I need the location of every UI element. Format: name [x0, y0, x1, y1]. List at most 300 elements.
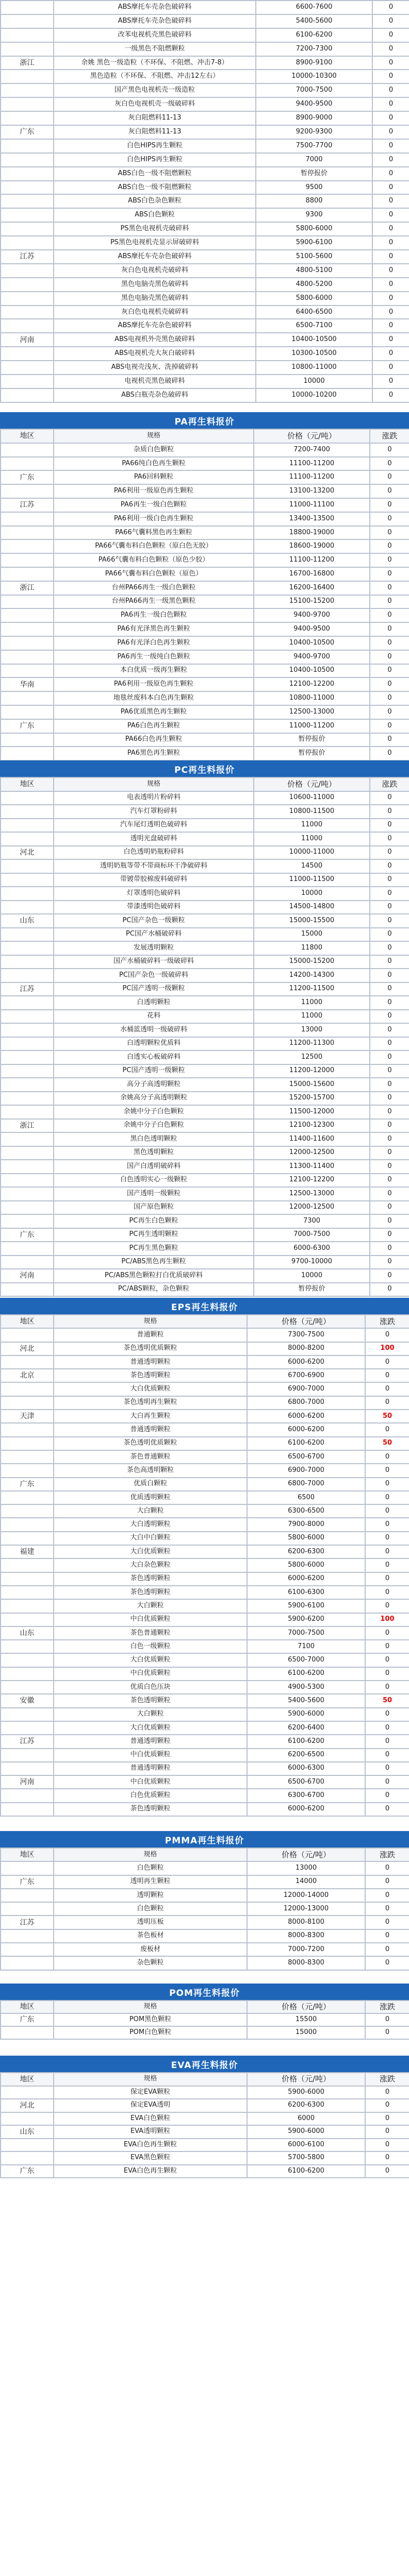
- table-row: [1, 2139, 409, 2152]
- change-cell: 0: [365, 2139, 409, 2152]
- spec-cell: 水桶蓝透明一级破碎料: [54, 1023, 254, 1037]
- region-cell: 江苏: [1, 498, 54, 512]
- region-cell: 河北: [1, 1342, 54, 1355]
- region-cell: [1, 139, 54, 153]
- table-row: [1, 1119, 409, 1133]
- change-cell: 0: [370, 622, 409, 636]
- region-cell: 江苏: [1, 1916, 54, 1929]
- change-cell: 100: [365, 1613, 409, 1626]
- change-cell: 0: [365, 1532, 409, 1545]
- price-cell: 6000-6300: [247, 1762, 365, 1775]
- table-row: [1, 1532, 409, 1545]
- region-cell: 广东: [1, 470, 54, 484]
- spec-cell: PA6优质黑色再生颗粒: [54, 705, 254, 719]
- price-cell: 6100-6200: [247, 1735, 365, 1748]
- table-row: [1, 70, 409, 83]
- change-cell: 0: [365, 1803, 409, 1816]
- region-cell: 河南: [1, 333, 54, 347]
- change-cell: 0: [365, 1721, 409, 1735]
- change-cell: 0: [372, 388, 409, 402]
- price-cell: 11200-11300: [254, 1037, 370, 1051]
- region-cell: [1, 1721, 54, 1735]
- region-cell: [1, 111, 54, 125]
- change-cell: 0: [370, 470, 409, 484]
- price-cell: 9400-9700: [254, 650, 370, 664]
- price-cell: 5400-5600: [247, 1694, 365, 1707]
- price-cell: 5900-6100: [256, 236, 372, 250]
- table-row: [1, 1613, 409, 1626]
- region-cell: [1, 222, 54, 236]
- region-cell: [1, 2086, 54, 2099]
- change-cell: 0: [372, 56, 409, 70]
- region-cell: [1, 1064, 54, 1078]
- region-cell: 山东: [1, 914, 54, 928]
- spec-cell: 白透明颗粒: [54, 996, 254, 1010]
- region-cell: [1, 1464, 54, 1477]
- spec-cell: 大白透明颗粒: [54, 1518, 247, 1531]
- change-cell: 0: [365, 2099, 409, 2112]
- price-cell: 9700-10000: [254, 1256, 370, 1269]
- table-row: [1, 1010, 409, 1024]
- price-cell: 11100-11200: [254, 470, 370, 484]
- region-cell: [1, 1667, 54, 1681]
- change-cell: 0: [370, 982, 409, 996]
- change-cell: 0: [372, 208, 409, 222]
- region-cell: [1, 1187, 54, 1201]
- change-cell: 0: [372, 361, 409, 375]
- table-row: [1, 153, 409, 167]
- table-row: [1, 705, 409, 719]
- table-row: [1, 1626, 409, 1640]
- region-cell: [1, 361, 54, 375]
- change-cell: 0: [365, 1902, 409, 1916]
- change-cell: 0: [370, 705, 409, 719]
- spec-cell: ABS白色杂色颗粒: [54, 194, 256, 208]
- price-cell: 6100-6200: [247, 1437, 365, 1450]
- change-cell: 0: [372, 306, 409, 319]
- price-cell: 11000: [254, 832, 370, 846]
- price-cell: 12100-12300: [254, 1119, 370, 1133]
- price-table: [0, 1314, 409, 1817]
- table-row: [1, 1721, 409, 1735]
- price-cell: 6600-7600: [256, 1, 372, 14]
- spec-cell: 废板材: [54, 1943, 247, 1956]
- change-cell: 0: [365, 1749, 409, 1762]
- table-row: [1, 608, 409, 622]
- header-change-cell: 涨跌: [365, 1315, 409, 1328]
- spec-cell: PA6有光泽白色再生颗粒: [54, 636, 254, 650]
- table-row: [1, 1640, 409, 1653]
- price-cell: 10300-10500: [256, 347, 372, 361]
- change-cell: 0: [370, 1242, 409, 1256]
- spec-cell: 余姚中分子白色颗粒: [54, 1105, 254, 1119]
- price-cell: 15100-15200: [254, 595, 370, 609]
- spec-cell: 茶色透明颗粒: [54, 1572, 247, 1586]
- change-cell: 0: [370, 608, 409, 622]
- price-cell: 15000: [247, 2026, 365, 2039]
- region-cell: 华南: [1, 677, 54, 691]
- table-row: [1, 1572, 409, 1586]
- spec-cell: PA66气囊布料白色颗粒（原白色无胶）: [54, 539, 254, 553]
- table-row: [1, 2013, 409, 2026]
- change-cell: 0: [365, 1328, 409, 1342]
- change-cell: 0: [370, 595, 409, 609]
- price-cell: 7200-7400: [254, 443, 370, 457]
- table-row: [1, 1146, 409, 1160]
- region-cell: [1, 539, 54, 553]
- change-cell: 0: [365, 1558, 409, 1572]
- table-row: [1, 1667, 409, 1681]
- table-row: [1, 1464, 409, 1477]
- spec-cell: ABS白瓶壳杂色破碎料: [54, 388, 256, 402]
- price-cell: 6200-6400: [247, 1721, 365, 1735]
- change-cell: 0: [370, 805, 409, 819]
- spec-cell: 茶色高透明颗粒: [54, 1464, 247, 1477]
- spec-cell: 透明光盘破碎料: [54, 832, 254, 846]
- change-cell: 0: [370, 484, 409, 498]
- spec-cell: 大白优质颗粒: [54, 1653, 247, 1667]
- table-row: [1, 1423, 409, 1436]
- price-cell: 7900-8000: [247, 1518, 365, 1531]
- change-cell: 0: [365, 1382, 409, 1396]
- region-cell: [1, 928, 54, 942]
- region-cell: [1, 1023, 54, 1037]
- price-cell: 12000-14000: [247, 1889, 365, 1902]
- change-cell: 0: [372, 125, 409, 139]
- change-cell: 50: [365, 1694, 409, 1707]
- table-row: [1, 1504, 409, 1518]
- table-row: [1, 83, 409, 97]
- table-row: [1, 250, 409, 264]
- change-cell: 0: [370, 1160, 409, 1174]
- price-table: [0, 429, 409, 761]
- table-row: [1, 278, 409, 292]
- change-cell: 0: [370, 955, 409, 969]
- price-cell: 5800-6000: [256, 222, 372, 236]
- table-row: [1, 2125, 409, 2139]
- change-cell: 0: [370, 928, 409, 942]
- price-cell: 6000-6200: [247, 1355, 365, 1369]
- price-cell: 6200-6300: [247, 2099, 365, 2112]
- spec-cell: ABS白色颗粒: [54, 208, 256, 222]
- spec-cell: 保定EVA颗粒: [54, 2086, 247, 2099]
- header-region-cell: 地区: [1, 1315, 54, 1328]
- header-region-cell: 地区: [1, 1848, 54, 1861]
- spec-cell: 普通透明颗粒: [54, 1423, 247, 1436]
- region-cell: [1, 553, 54, 567]
- table-row: [1, 56, 409, 70]
- change-cell: 0: [365, 1572, 409, 1586]
- change-cell: 0: [365, 1450, 409, 1464]
- header-region-cell: 地区: [1, 777, 54, 791]
- change-cell: 0: [372, 153, 409, 167]
- spec-cell: 透明再生颗粒: [54, 1875, 247, 1889]
- change-cell: 0: [365, 1775, 409, 1789]
- spec-cell: 杂质白色颗粒: [54, 443, 254, 457]
- price-cell: 11000-11100: [254, 498, 370, 512]
- region-cell: [1, 1396, 54, 1410]
- spec-cell: PC再生透明颗粒: [54, 1228, 254, 1242]
- spec-cell: 优质白色压块: [54, 1681, 247, 1694]
- spec-cell: 电视机壳黑色破碎料: [54, 375, 256, 388]
- change-cell: 0: [365, 1504, 409, 1518]
- change-cell: 0: [370, 719, 409, 733]
- price-cell: 6000-6200: [247, 1410, 365, 1423]
- spec-cell: 黑色电脑壳黑色破碎料: [54, 278, 256, 292]
- spec-cell: 茶色普通颗粒: [54, 1450, 247, 1464]
- price-cell: 6300-6500: [247, 1504, 365, 1518]
- region-cell: [1, 595, 54, 609]
- price-cell: 10400-10500: [254, 636, 370, 650]
- change-cell: 0: [372, 28, 409, 42]
- header-spec-cell: 规格: [54, 429, 254, 443]
- price-cell: 6900-7000: [247, 1382, 365, 1396]
- spec-cell: 保定EVA透明: [54, 2099, 247, 2112]
- price-cell: 6200-6500: [247, 1749, 365, 1762]
- spec-cell: 国产透明一级颗粒: [54, 1187, 254, 1201]
- region-cell: 浙江: [1, 1119, 54, 1133]
- spec-cell: 大白优质颗粒: [54, 1382, 247, 1396]
- price-cell: 8900-9000: [256, 111, 372, 125]
- price-cell: 12500-13000: [254, 1187, 370, 1201]
- region-cell: [1, 1572, 54, 1586]
- spec-cell: 白色HIPS再生颗粒: [54, 153, 256, 167]
- price-cell: 6500: [247, 1491, 365, 1504]
- change-cell: 0: [365, 1640, 409, 1653]
- header-change-cell: 涨跌: [365, 1848, 409, 1861]
- region-cell: [1, 457, 54, 471]
- region-cell: [1, 319, 54, 333]
- table-row: [1, 2151, 409, 2165]
- spec-cell: 带漆透明色破碎料: [54, 901, 254, 914]
- table-row: [1, 181, 409, 195]
- table-row: [1, 1902, 409, 1916]
- region-cell: [1, 2112, 54, 2126]
- table-row: [1, 388, 409, 402]
- table-row: [1, 1160, 409, 1174]
- region-cell: [1, 1450, 54, 1464]
- change-cell: 0: [370, 512, 409, 526]
- table-row: [1, 443, 409, 457]
- region-cell: [1, 1437, 54, 1450]
- table-row: [1, 1586, 409, 1599]
- region-cell: [1, 194, 54, 208]
- spec-cell: PC国产杂色一级颗粒: [54, 914, 254, 928]
- price-cell: 7000: [256, 153, 372, 167]
- change-cell: 0: [372, 42, 409, 56]
- change-cell: 0: [365, 1956, 409, 1970]
- spec-cell: 改苯电视机壳黑色破碎料: [54, 28, 256, 42]
- table-row: [1, 622, 409, 636]
- change-cell: 0: [372, 97, 409, 111]
- region-cell: [1, 278, 54, 292]
- change-cell: 0: [370, 1119, 409, 1133]
- header-spec-cell: 规格: [54, 777, 254, 791]
- change-cell: 0: [372, 278, 409, 292]
- spec-cell: 优质透明颗粒: [54, 1491, 247, 1504]
- change-cell: 0: [370, 747, 409, 760]
- change-cell: 0: [370, 791, 409, 805]
- table-row: [1, 581, 409, 595]
- price-cell: 13400-13500: [254, 512, 370, 526]
- price-cell: 10000-10300: [256, 70, 372, 83]
- price-cell: 10800-11000: [256, 361, 372, 375]
- spec-cell: 中白优质颗粒: [54, 1613, 247, 1626]
- change-cell: 0: [372, 70, 409, 83]
- table-row: [1, 1478, 409, 1491]
- spec-cell: 白透实心板破碎料: [54, 1050, 254, 1064]
- price-cell: 5900-6200: [247, 1613, 365, 1626]
- spec-cell: 灰白阻燃料11-13: [54, 125, 256, 139]
- spec-cell: 优质白颗粒: [54, 1478, 247, 1491]
- header-spec-cell: 规格: [54, 1848, 247, 1861]
- price-cell: 5400-5600: [256, 14, 372, 28]
- price-cell: 10000-11000: [254, 846, 370, 860]
- table-row: [1, 1681, 409, 1694]
- price-cell: 14200-14300: [254, 969, 370, 982]
- table-row: [1, 791, 409, 805]
- table-row: [1, 1078, 409, 1092]
- header-region-cell: 地区: [1, 2001, 54, 2013]
- spec-cell: PC国产水桶破碎料: [54, 928, 254, 942]
- table-row: [1, 512, 409, 526]
- table-row: [1, 1889, 409, 1902]
- spec-cell: 大白颗粒: [54, 1708, 247, 1721]
- spec-cell: PA6黑色再生颗粒: [54, 747, 254, 760]
- price-cell: 11500-12000: [254, 1105, 370, 1119]
- header-region-cell: 地区: [1, 2073, 54, 2086]
- table-row: [1, 125, 409, 139]
- table-row: [1, 539, 409, 553]
- region-cell: [1, 443, 54, 457]
- price-cell: 6500-6700: [247, 1450, 365, 1464]
- table-row: [1, 567, 409, 581]
- change-cell: 0: [370, 873, 409, 887]
- spec-cell: 发展透明颗粒: [54, 941, 254, 955]
- change-cell: 0: [370, 859, 409, 873]
- price-cell: 9200-9300: [256, 125, 372, 139]
- price-cell: 12000-12500: [254, 1201, 370, 1215]
- region-cell: [1, 691, 54, 705]
- region-cell: 河北: [1, 846, 54, 860]
- spec-cell: PA6回料颗粒: [54, 470, 254, 484]
- table-row: [1, 457, 409, 471]
- table-row: [1, 1050, 409, 1064]
- change-cell: 0: [365, 1478, 409, 1491]
- header-spec-cell: 规格: [54, 1315, 247, 1328]
- table-row: [1, 2112, 409, 2126]
- table-header-row: [1, 1315, 409, 1328]
- price-cell: 6000: [247, 2112, 365, 2126]
- table-row: [1, 264, 409, 278]
- region-cell: 广东: [1, 1875, 54, 1889]
- region-cell: [1, 1214, 54, 1228]
- table-row: [1, 375, 409, 388]
- spec-cell: PS黑色电视机壳破碎料: [54, 222, 256, 236]
- price-cell: 11200-11500: [254, 982, 370, 996]
- region-cell: [1, 1518, 54, 1531]
- spec-cell: EVA白色再生颗粒: [54, 2165, 247, 2178]
- spec-cell: PA6再生一级纯白色颗粒: [54, 650, 254, 664]
- region-cell: [1, 1037, 54, 1051]
- price-cell: 12500: [254, 1050, 370, 1064]
- region-cell: [1, 1902, 54, 1916]
- spec-cell: 茶色普通颗粒: [54, 1626, 247, 1640]
- price-cell: 10000: [254, 1269, 370, 1283]
- change-cell: 0: [370, 1092, 409, 1106]
- spec-cell: ABS电视壳浅灰、洗掉破碎料: [54, 361, 256, 375]
- change-cell: 0: [365, 2013, 409, 2026]
- spec-cell: PA6利用一级原色再生颗粒: [54, 484, 254, 498]
- table-row: [1, 208, 409, 222]
- region-cell: [1, 1558, 54, 1572]
- table-row: [1, 111, 409, 125]
- region-cell: [1, 1861, 54, 1875]
- table-row: [1, 1518, 409, 1531]
- change-cell: 0: [365, 2112, 409, 2126]
- table-row: [1, 595, 409, 609]
- region-cell: [1, 1010, 54, 1024]
- spec-cell: PC国产杂色一级破碎料: [54, 969, 254, 982]
- price-cell: 9400-9500: [256, 97, 372, 111]
- price-cell: 11100-11200: [254, 553, 370, 567]
- price-cell: 7200-7300: [256, 42, 372, 56]
- table-row: [1, 1228, 409, 1242]
- spec-cell: PC/ABS黑色颗粒打白优质破碎料: [54, 1269, 254, 1283]
- region-cell: 江苏: [1, 250, 54, 264]
- price-cell: 7100: [247, 1640, 365, 1653]
- spec-cell: PA6利用一级白色再生颗粒: [54, 512, 254, 526]
- table-row: [1, 1653, 409, 1667]
- change-cell: 0: [372, 194, 409, 208]
- spec-cell: ABS摩托车壳杂色破碎料: [54, 250, 256, 264]
- table-row: [1, 1064, 409, 1078]
- table-row: [1, 859, 409, 873]
- change-cell: 0: [370, 914, 409, 928]
- price-cell: 6100-6200: [256, 28, 372, 42]
- region-cell: 广东: [1, 1478, 54, 1491]
- table-header-row: [1, 777, 409, 791]
- change-cell: 0: [372, 375, 409, 388]
- table-row: [1, 2026, 409, 2039]
- table-row: [1, 982, 409, 996]
- change-cell: 0: [370, 691, 409, 705]
- region-cell: [1, 1092, 54, 1106]
- change-cell: 50: [365, 1410, 409, 1423]
- spec-cell: EVA白色再生颗粒: [54, 2139, 247, 2152]
- table-row: [1, 650, 409, 664]
- table-header-row: [1, 1848, 409, 1861]
- table-row: [1, 97, 409, 111]
- change-cell: 0: [370, 832, 409, 846]
- spec-cell: 白色颗粒: [54, 1861, 247, 1875]
- table-row: [1, 139, 409, 153]
- price-table: [0, 0, 409, 403]
- table-row: [1, 1558, 409, 1572]
- spec-cell: 余姚中分子白色颗粒: [54, 1119, 254, 1133]
- price-cell: 5100-5600: [256, 250, 372, 264]
- spec-cell: PA66纯白色再生颗粒: [54, 457, 254, 471]
- spec-cell: 余姚 黑色一级造粒（不环保、不阻燃、冲击7-8）: [54, 56, 256, 70]
- price-cell: 11000: [254, 819, 370, 833]
- price-cell: 18800-19000: [254, 526, 370, 540]
- region-cell: [1, 1504, 54, 1518]
- price-cell: 5900-6000: [247, 1708, 365, 1721]
- price-cell: 6800-7000: [247, 1478, 365, 1491]
- region-cell: [1, 1599, 54, 1613]
- change-cell: 0: [370, 498, 409, 512]
- spec-cell: 白色优质颗粒: [54, 1789, 247, 1802]
